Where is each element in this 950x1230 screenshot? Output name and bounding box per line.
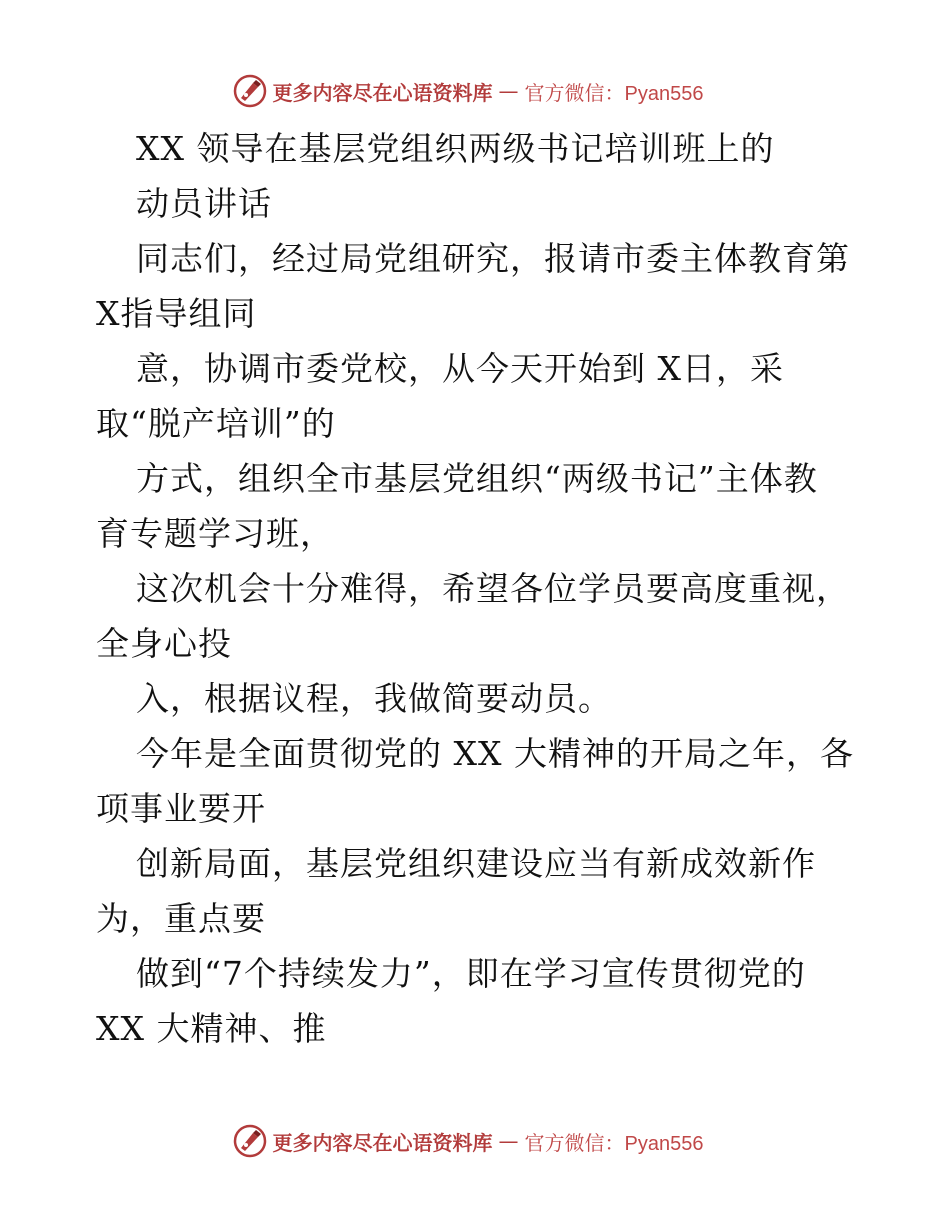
- footer-site-text: 更多内容尽在心语资料库: [272, 1130, 493, 1155]
- footer-banner: [0, 1121, 950, 1161]
- doc-text-line: 育专题学习班，: [96, 514, 334, 553]
- doc-text-line: 意，协调市委党校，从今天开始到 X日，采: [136, 349, 784, 388]
- doc-title-line-1: XX 领导在基层党组织两级书记培训班上的: [136, 129, 775, 168]
- doc-text-line: 方式，组织全市基层党组织“两级书记”主体教: [136, 459, 818, 498]
- doc-text-line: 做到“7个持续发力”，即在学习宣传贯彻党的: [136, 954, 806, 993]
- doc-text-line: X指导组同: [96, 294, 257, 333]
- footer-banner-content: [233, 1124, 704, 1158]
- pen-nib-logo-icon: [233, 1124, 267, 1158]
- header-banner-content: [233, 74, 704, 108]
- doc-text-line: XX 大精神、推: [96, 1009, 327, 1048]
- doc-text-line: 全身心投: [96, 624, 232, 663]
- header-dash: —: [498, 79, 519, 103]
- doc-text-line: 这次机会十分难得，希望各位学员要高度重视，: [136, 569, 850, 608]
- header-contact-text: 官方微信：Pyan556: [524, 82, 704, 105]
- header-banner: [0, 71, 950, 111]
- pen-nib-logo-icon: [233, 74, 267, 108]
- header-site-text: 更多内容尽在心语资料库: [272, 80, 493, 105]
- doc-text-line: 取“脱产培训”的: [96, 404, 336, 443]
- footer-dash: —: [498, 1129, 519, 1153]
- doc-text-line: 入，根据议程，我做简要动员。: [136, 679, 612, 718]
- doc-text-line: 为，重点要: [96, 899, 266, 938]
- document-body: [96, 121, 856, 1056]
- doc-title-line-2: 动员讲话: [136, 184, 272, 223]
- doc-text-line: 今年是全面贯彻党的 XX 大精神的开局之年，各: [136, 734, 854, 773]
- doc-text-line: 创新局面，基层党组织建设应当有新成效新作: [136, 844, 816, 883]
- footer-contact-text: 官方微信：Pyan556: [524, 1132, 704, 1155]
- doc-text-line: 同志们，经过局党组研究，报请市委主体教育第: [136, 239, 850, 278]
- doc-text-line: 项事业要开: [96, 789, 266, 828]
